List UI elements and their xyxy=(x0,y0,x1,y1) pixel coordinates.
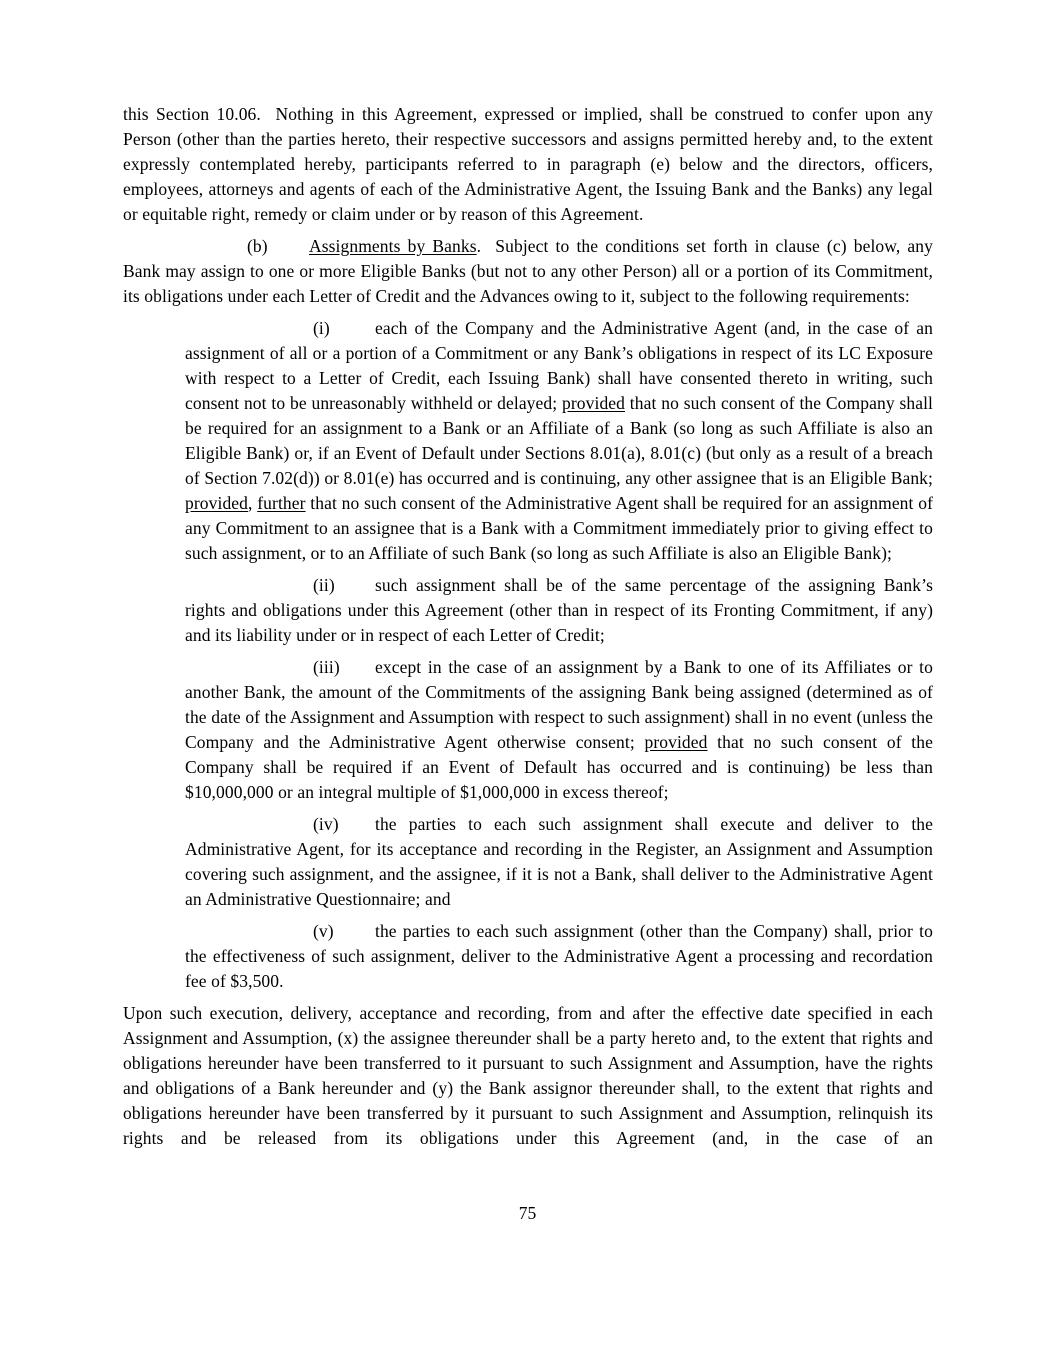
text-segment: , xyxy=(248,493,258,513)
underlined-term-provided: provided xyxy=(644,732,708,752)
text-segment: that no such consent of the Administrative Agent shall be required for an assignment of any Commitment to an assignee that is a Bank with a Commitment immediately prior to giving effect to such assignment, or to an Affiliate of such Bank (so long as such Affiliate is also an Eligible Bank); xyxy=(185,493,934,563)
clause-i-label: (i) xyxy=(313,318,330,338)
clause-iv-label: (iv) xyxy=(313,814,339,834)
clause-ii xyxy=(185,573,933,648)
text-segment: each of the Company and the Administrative Agent (and, in the case of an assignment of all or a portion of a Commitment or any Bank’s obligations in respect of its LC Exposure with respect to a Letter of Credit, each Issuing Bank) shall have consented thereto in writing, such consent not to be unreasonably withheld or delayed; xyxy=(185,318,933,413)
paragraph-b-label: (b) xyxy=(247,236,268,256)
underlined-term-provided: provided xyxy=(562,393,626,413)
clause-iii-label: (iii) xyxy=(313,657,340,677)
text-segment: the parties to each such assignment shall execute and deliver to the Administrative Agent, for its acceptance and recording in the Register, an Assignment and Assumption covering such assignment, and the assignee, if it is not a Bank, shall deliver to the Administrative Agent an Administrative Questionnaire; and xyxy=(185,814,933,909)
clause-ii-label: (ii) xyxy=(313,575,335,595)
assignments-by-banks-heading: Assignments by Banks xyxy=(309,236,477,256)
text-segment: except in the case of an assignment by a Bank to one of its Affiliates or to another Bank, the amount of the Commitments of the assigning Bank being assigned (determined as of the date of the Assignment and Assumption with respect to such assignment) shall in no event (unless the Company and the Administrative Agent otherwise consent; xyxy=(185,657,933,752)
paragraph-section-1006-continuation: this Section 10.06. Nothing in this Agreement, expressed or implied, shall be construed to confer upon any Person (other than the parties hereto, their respective successors and assigns permitted hereby and, to the extent expressly contemplated hereby, participants referred to in paragraph (e) below and the directors, officers, employees, attorneys and agents of each of the Administrative Agent, the Issuing Bank and the Banks) any legal or equitable right, remedy or claim under or by reason of this Agreement. xyxy=(123,104,933,224)
text-segment: such assignment shall be of the same percentage of the assigning Bank’s rights and obligations under this Agreement (other than in respect of its Fronting Commitment, if any) and its liability under or in respect of each Letter of Credit; xyxy=(185,575,933,645)
clause-iv xyxy=(185,812,933,912)
paragraph-upon-execution: Upon such execution, delivery, acceptance and recording, from and after the effective date specified in each Assignment and Assumption, (x) the assignee thereunder shall be a party hereto and, to the extent that rights and obligations hereunder have been transferred to it pursuant to such Assignment and Assumption, have the rights and obligations of a Bank hereunder and (y) the Bank assignor thereunder shall, to the extent that rights and obligations hereunder have been transferred by it pursuant to such Assignment and Assumption, relinquish its rights and be released from its obligations under this Agreement (and, in the case of an xyxy=(123,1003,933,1148)
underlined-term-further: further xyxy=(257,493,306,513)
clause-i xyxy=(185,316,933,566)
page-number: 75 xyxy=(518,1203,537,1223)
clause-v-label: (v) xyxy=(313,921,334,941)
text-segment: . Subject to the conditions set forth in clause (c) below, any Bank may assign to one or more Eligible Banks (but not to any other Person) all or a portion of its Commitment, its obligations under each Letter of Credit and the Advances owing to it, subject to the following requirements: xyxy=(123,236,933,306)
text-segment: the parties to each such assignment (other than the Company) shall, prior to the effectiveness of such assignment, deliver to the Administrative Agent a processing and recordation fee of $3,500. xyxy=(185,921,933,991)
text-segment: that no such consent of the Company shall be required for an assignment to a Bank or an Affiliate of a Bank (so long as such Affiliate is also an Eligible Bank) or, if an Event of Default under Sections 8.01(a), 8.01(c) (but only as a result of a breach of Section 7.02(d)) or 8.01(e) has occurred and is continuing, any other assignee that is an Eligible Bank; xyxy=(185,393,933,488)
clause-iii xyxy=(185,655,933,805)
underlined-term-provided: provided xyxy=(185,493,249,513)
paragraph-b-assignments-by-banks xyxy=(123,234,933,309)
text-segment: that no such consent of the Company shall be required if an Event of Default has occurred and is continuing) be less than $10,000,000 or an integral multiple of $1,000,000 in excess thereof; xyxy=(185,732,933,802)
clause-v xyxy=(185,919,933,994)
document-body xyxy=(123,102,933,1158)
